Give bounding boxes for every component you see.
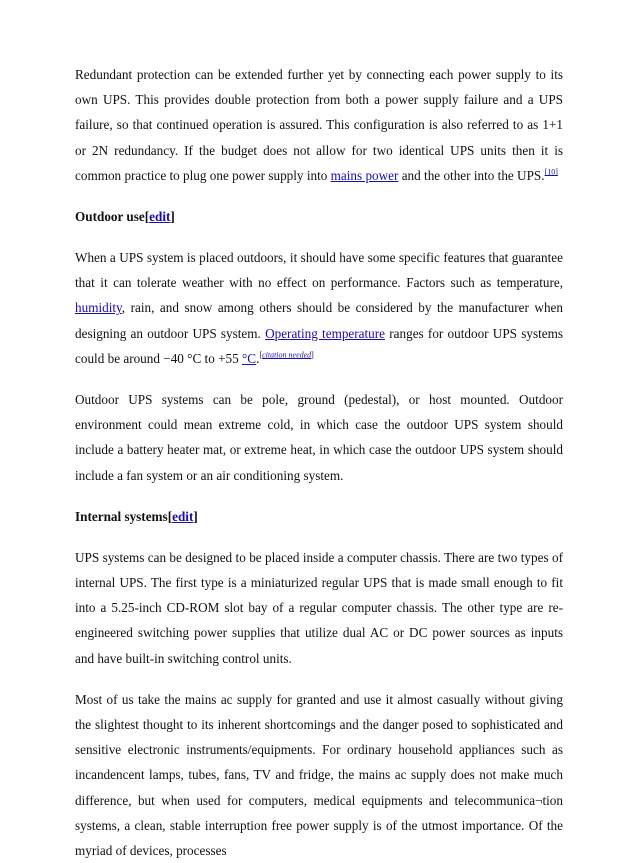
link-humidity[interactable]: humidity	[75, 300, 122, 316]
heading-internal-systems: Internal systems[edit]	[75, 508, 198, 524]
citation-needed-link[interactable]: citation needed	[262, 350, 312, 360]
link-mains-power[interactable]: mains power	[330, 167, 399, 183]
paragraph-redundant-protection: Redundant protection can be extended further yet by connecting each power supply to its own UPS. This provides double protection from both a power supply failure and a UPS failure, so that continued operation is assured. This configuration is also referred to as 1+1 or 2N redundancy. If the budget does not allow for two identical UPS units then it is common practice to plug one power supply into mains power and the other into the UPS.[10]	[75, 67, 563, 183]
paragraph-internal-ups: UPS systems can be designed to be placed inside a computer chassis. There are two types of internal UPS. The first type is a miniaturized regular UPS that is made small enough to fit into a 5.25-inch CD-ROM slot bay of a regular computer chassis. The other type are re-engineered switching power supplies that utilize dual AC or DC power sources as inputs and have built-in switching control units.	[75, 549, 563, 666]
paragraph-outdoor-mounting: Outdoor UPS systems can be pole, ground (pedestal), or host mounted. Outdoor environment could mean extreme cold, in which case the outdoor UPS system should include a battery heater mat, or extreme heat, in which case the outdoor UPS system should include a fan system or an air conditioning system.	[75, 392, 563, 483]
citation-needed: [citation needed]	[259, 350, 314, 360]
link-celsius[interactable]: °C	[242, 350, 257, 366]
link-operating-temperature[interactable]: Operating temperature	[265, 325, 386, 341]
reference-10	[545, 167, 558, 176]
document-page	[75, 62, 563, 863]
paragraph-outdoor-features: When a UPS system is placed outdoors, it should have some specific features that guarantee that it can tolerate weather with no effect on performance. Factors such as temperature, humidity, rain, and snow among others should be considered by the manufacturer when designing an outdoor UPS system. Operating temperature ranges for outdoor UPS systems could be around −40 °C to +55 °C.[citation needed]	[75, 250, 564, 366]
paragraph-mains-supply: Most of us take the mains ac supply for granted and use it almost casually without giving the slightest thought to its inherent shortcomings and the danger posed to sophisticated and sensitive electronic instruments/equipments. For ordinary household appliances such as incandencent lamps, tubes, fans, TV and fridge, the mains ac supply does not make much difference, but when used for computers, medical equipments and telecommunica¬tion systems, a clean, stable interruption free power supply is of the utmost importance. Of the myriad of devices, processes	[75, 691, 563, 859]
edit-link-outdoor-use[interactable]: edit	[149, 209, 171, 225]
reference-10-link[interactable]: [10]	[544, 167, 558, 177]
heading-outdoor-use: Outdoor use[edit]	[75, 209, 175, 225]
edit-link-internal-systems[interactable]: edit	[172, 508, 194, 524]
